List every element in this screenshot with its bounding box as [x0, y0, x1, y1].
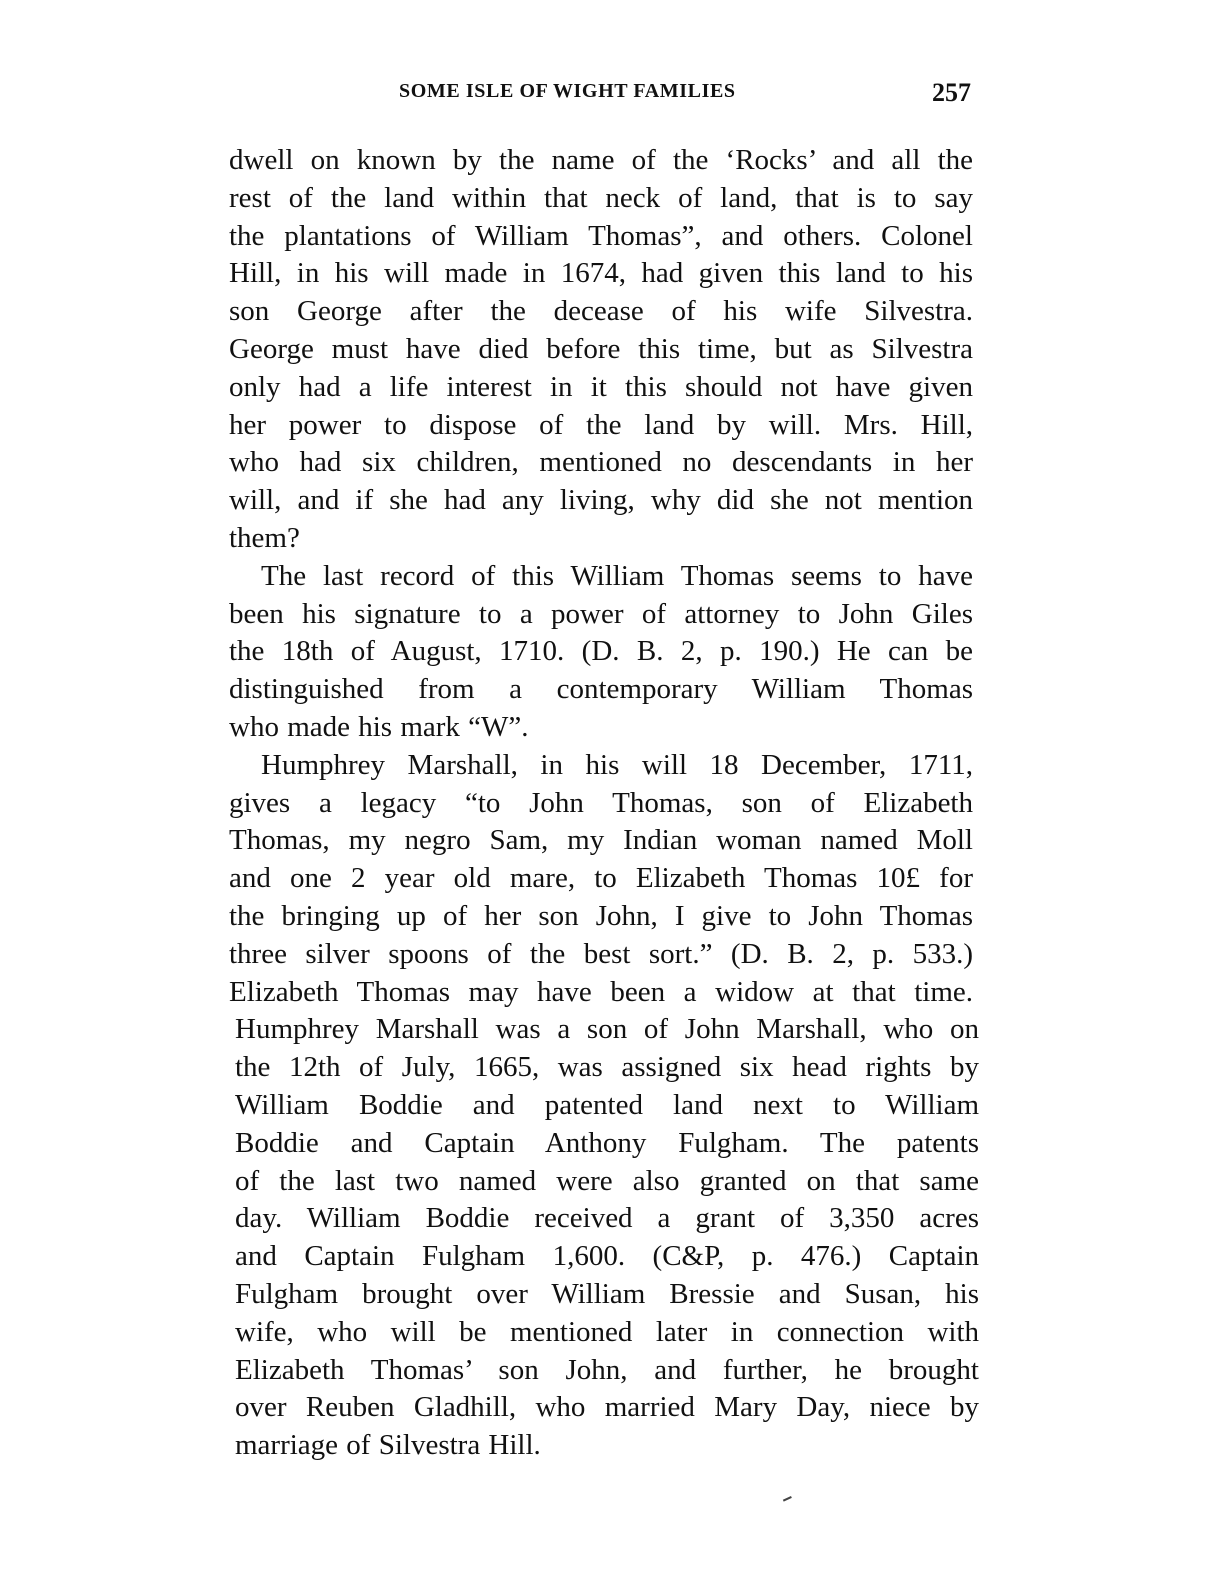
text-line: day. William Boddie received a grant of 3,350 acres: [235, 1202, 979, 1235]
text-line: marriage of Silvestra Hill.: [235, 1429, 541, 1462]
text-line: Thomas, my negro Sam, my Indian woman named Moll: [229, 824, 973, 857]
paragraph-first-line: Humphrey Marshall, in his will 18 December, 1711,: [261, 748, 973, 781]
text-line: them?: [229, 521, 300, 554]
text-line: Elizabeth Thomas’ son John, and further, he brought: [235, 1353, 979, 1386]
text-line: only had a life interest in it this should not have given: [229, 370, 973, 403]
text-line: Boddie and Captain Anthony Fulgham. The patents: [235, 1126, 979, 1159]
page-number: 257: [932, 78, 971, 107]
text-line: rest of the land within that neck of land, that is to say: [229, 181, 973, 214]
text-line: who made his mark “W”.: [229, 710, 529, 743]
text-line: Fulgham brought over William Bressie and Susan, his: [235, 1277, 979, 1310]
text-line: Elizabeth Thomas may have been a widow at that time.: [229, 975, 973, 1008]
text-line: and one 2 year old mare, to Elizabeth Thomas 10£ for: [229, 862, 973, 895]
text-line: of the last two named were also granted on that same: [235, 1164, 979, 1197]
text-line: gives a legacy “to John Thomas, son of Elizabeth: [229, 786, 973, 819]
text-line: Humphrey Marshall was a son of John Marshall, who on: [235, 1013, 979, 1046]
text-line: her power to dispose of the land by will. Mrs. Hill,: [229, 408, 973, 441]
text-line: son George after the decease of his wife Silvestra.: [229, 295, 973, 328]
text-line: over Reuben Gladhill, who married Mary Day, niece by: [235, 1391, 979, 1424]
text-line: William Boddie and patented land next to William: [235, 1088, 979, 1121]
text-line: who had six children, mentioned no descendants in her: [229, 446, 973, 479]
text-line: distinguished from a contemporary William Thomas: [229, 673, 973, 706]
text-line: been his signature to a power of attorney to John Giles: [229, 597, 973, 630]
text-line: the bringing up of her son John, I give to John Thomas: [229, 899, 973, 932]
body-text: [229, 142, 979, 1465]
text-line: the 18th of August, 1710. (D. B. 2, p. 190.) He can be: [229, 635, 973, 668]
text-line: three silver spoons of the best sort.” (D. B. 2, p. 533.): [229, 937, 973, 970]
text-line: the 12th of July, 1665, was assigned six head rights by: [235, 1051, 979, 1084]
text-line: Hill, in his will made in 1674, had given this land to his: [229, 257, 973, 290]
paragraph-first-line: The last record of this William Thomas seems to have: [261, 559, 973, 592]
text-line: the plantations of William Thomas”, and others. Colonel: [229, 219, 973, 252]
text-line: George must have died before this time, but as Silvestra: [229, 332, 973, 365]
text-line: and Captain Fulgham 1,600. (C&P, p. 476.) Captain: [235, 1240, 979, 1273]
text-line: dwell on known by the name of the ‘Rocks’ and all the: [229, 144, 973, 176]
running-head: [229, 78, 971, 112]
text-line: wife, who will be mentioned later in connection with: [235, 1315, 979, 1348]
running-title: SOME ISLE OF WIGHT FAMILIES: [399, 80, 736, 102]
text-line: will, and if she had any living, why did she not mention: [229, 484, 973, 517]
print-mark: [781, 1492, 792, 1501]
